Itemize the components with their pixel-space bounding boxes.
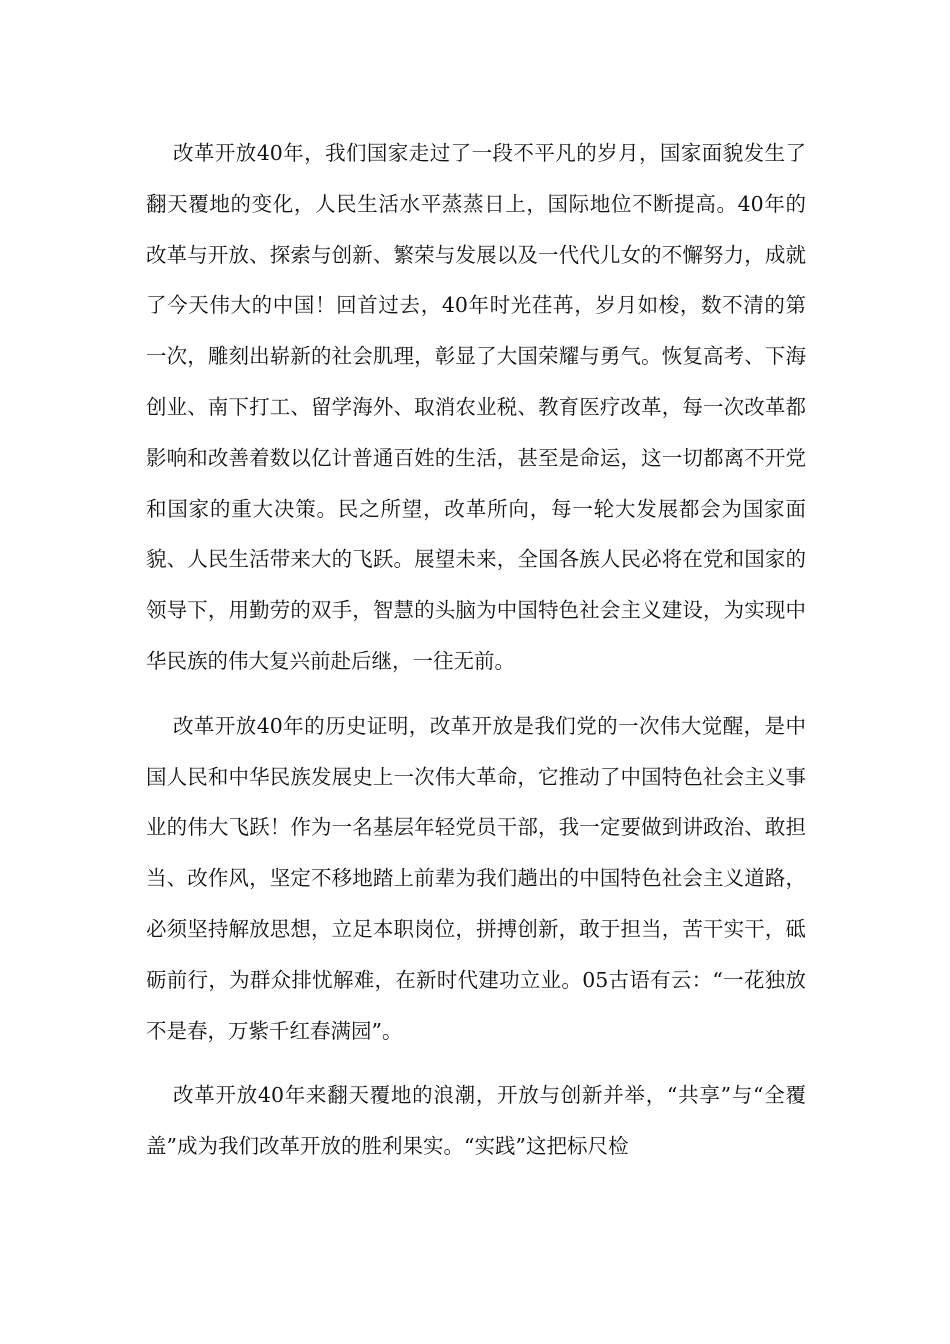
document-body — [146, 128, 806, 1186]
paragraph-2: 改革开放40年的历史证明，改革开放是我们党的一次伟大觉醒，是中国人民和中华民族发展史上一次伟大革命，它推动了中国特色社会主义事业的伟大飞跃！作为一名基层年轻党员干部，我一定要做到讲政治、敢担当、改作风，坚定不移地踏上前辈为我们趟出的中国特色社会主义道路，必须坚持解放思想，立足本职岗位，拼搏创新，敢于担当，苦干实干，砥砺前行，为群众排忧解难，在新时代建功立业。05古语有云：“一花独放不是春，万紫千红春满园”。 — [146, 713, 806, 1043]
paragraph-3: 改革开放40年来翻天覆地的浪潮，开放与创新并举，“共享”与“全覆盖”成为我们改革开放的胜利果实。“实践”这把标尺检 — [146, 1083, 806, 1159]
paragraph-1: 改革开放40年，我们国家走过了一段不平凡的岁月，国家面貌发生了翻天覆地的变化，人民生活水平蒸蒸日上，国际地位不断提高。40年的改革与开放、探索与创新、繁荣与发展以及一代代儿女的不懈努力，成就了今天伟大的中国！回首过去，40年时光荏苒，岁月如梭，数不清的第一次，雕刻出崭新的社会肌理，彰显了大国荣耀与勇气。恢复高考、下海创业、南下打工、留学海外、取消农业税、教育医疗改革，每一次改革都影响和改善着数以亿计普通百姓的生活，甚至是命运，这一切都离不开党和国家的重大决策。民之所望，改革所向，每一轮大发展都会为国家面貌、人民生活带来大的飞跃。展望未来，全国各族人民必将在党和国家的领导下，用勤劳的双手，智慧的头脑为中国特色社会主义建设，为实现中华民族的伟大复兴前赴后继，一往无前。 — [146, 141, 806, 673]
